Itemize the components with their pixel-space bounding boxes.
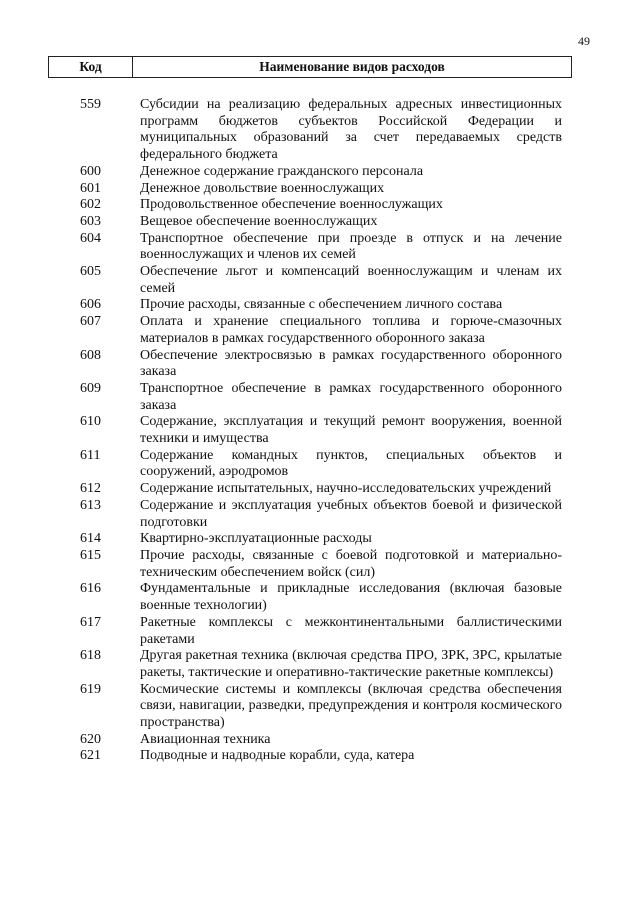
expense-code: 616 bbox=[80, 581, 101, 597]
table-row bbox=[48, 97, 572, 164]
expense-name: Содержание и эксплуатация учебных объектов боевой и физической подготовки bbox=[140, 497, 562, 530]
table-row bbox=[48, 531, 572, 548]
expense-name: Содержание, эксплуатация и текущий ремонт вооружения, военной техники и имущества bbox=[140, 414, 562, 447]
table-row bbox=[48, 231, 572, 264]
expense-name: Подводные и надводные корабли, суда, катера bbox=[140, 748, 415, 764]
expense-code: 608 bbox=[80, 347, 101, 363]
expense-code: 605 bbox=[80, 264, 101, 280]
table-row bbox=[48, 414, 572, 447]
expense-code: 604 bbox=[80, 230, 101, 246]
expense-code: 617 bbox=[80, 614, 101, 630]
table-row bbox=[48, 615, 572, 648]
expense-name: Денежное довольствие военнослужащих bbox=[140, 180, 385, 196]
expense-name: Транспортное обеспечение в рамках государственного оборонного заказа bbox=[140, 380, 562, 413]
expense-code: 603 bbox=[80, 213, 101, 229]
expense-code: 615 bbox=[80, 547, 101, 563]
expense-name: Квартирно-эксплуатационные расходы bbox=[140, 531, 372, 547]
expense-code: 619 bbox=[80, 681, 101, 697]
expense-name: Содержание командных пунктов, специальных объектов и сооружений, аэродромов bbox=[140, 447, 562, 480]
table-row bbox=[48, 314, 572, 347]
expense-code: 609 bbox=[80, 380, 101, 396]
table-row bbox=[48, 481, 572, 498]
expense-code: 614 bbox=[80, 531, 101, 547]
expense-code: 611 bbox=[80, 447, 101, 463]
table-header bbox=[48, 56, 572, 78]
expense-code: 602 bbox=[80, 197, 101, 213]
expense-code: 600 bbox=[80, 163, 101, 179]
expense-code: 612 bbox=[80, 481, 101, 497]
expense-code: 620 bbox=[80, 731, 101, 747]
expense-code: 610 bbox=[80, 414, 101, 430]
expense-code: 618 bbox=[80, 648, 101, 664]
expense-name: Фундаментальные и прикладные исследования (включая базовые военные технологии) bbox=[140, 581, 562, 614]
expense-code: 606 bbox=[80, 297, 101, 313]
table-row bbox=[48, 648, 572, 681]
table-row bbox=[48, 732, 572, 749]
table-row bbox=[48, 348, 572, 381]
table-row bbox=[48, 581, 572, 614]
table-row bbox=[48, 498, 572, 531]
table-row bbox=[48, 197, 572, 214]
table-row bbox=[48, 164, 572, 181]
table-row bbox=[48, 297, 572, 314]
expense-name: Денежное содержание гражданского персонала bbox=[140, 163, 424, 179]
table-row bbox=[48, 448, 572, 481]
expense-name: Субсидии на реализацию федеральных адресных инвестиционных программ бюджетов субъектов Российской Федерации и муниципальных образований за счет передаваемых средств федерального бюджета bbox=[140, 97, 562, 163]
table-row bbox=[48, 548, 572, 581]
page-number: 49 bbox=[578, 34, 590, 48]
table-row bbox=[48, 214, 572, 231]
expense-name: Вещевое обеспечение военнослужащих bbox=[140, 213, 378, 229]
expense-name: Обеспечение электросвязью в рамках государственного оборонного заказа bbox=[140, 347, 562, 380]
expense-code: 559 bbox=[80, 97, 101, 112]
table-row bbox=[48, 381, 572, 414]
expense-code: 601 bbox=[80, 180, 101, 196]
expense-name: Транспортное обеспечение при проезде в отпуск и на лечение военнослужащих и членов их семей bbox=[140, 230, 562, 263]
expense-name: Оплата и хранение специального топлива и горюче-смазочных материалов в рамках государственного оборонного заказа bbox=[140, 314, 562, 346]
expense-name: Прочие расходы, связанные с боевой подготовкой и материально-техническим обеспечением войск (сил) bbox=[140, 547, 562, 580]
expense-name: Продовольственное обеспечение военнослужащих bbox=[140, 197, 443, 213]
column-header-name: Наименование видов расходов bbox=[259, 59, 445, 74]
table-row bbox=[48, 748, 572, 765]
expense-name: Другая ракетная техника (включая средства ПРО, ЗРК, ЗРС, крылатые ракеты, тактические и оперативно-тактические ракетные комплексы) bbox=[140, 648, 562, 680]
expense-name: Ракетные комплексы с межконтинентальными баллистическими ракетами bbox=[140, 614, 562, 647]
expense-name: Авиационная техника bbox=[140, 731, 271, 747]
expense-code: 613 bbox=[80, 497, 101, 513]
column-header-code: Код bbox=[49, 57, 133, 77]
table-row bbox=[48, 264, 572, 297]
expense-name: Обеспечение льгот и компенсаций военнослужащим и членам их семей bbox=[140, 264, 562, 296]
expense-name: Содержание испытательных, научно-исследовательских учреждений bbox=[140, 481, 552, 497]
expense-code: 607 bbox=[80, 314, 101, 330]
table-row bbox=[48, 682, 572, 732]
expense-code: 621 bbox=[80, 748, 101, 764]
expense-name: Прочие расходы, связанные с обеспечением личного состава bbox=[140, 297, 503, 313]
expense-name: Космические системы и комплексы (включая средства обеспечения связи, навигации, разведки, предупреждения и контроля космического пространства) bbox=[140, 681, 562, 731]
table-row bbox=[48, 181, 572, 198]
expense-list bbox=[48, 97, 572, 765]
